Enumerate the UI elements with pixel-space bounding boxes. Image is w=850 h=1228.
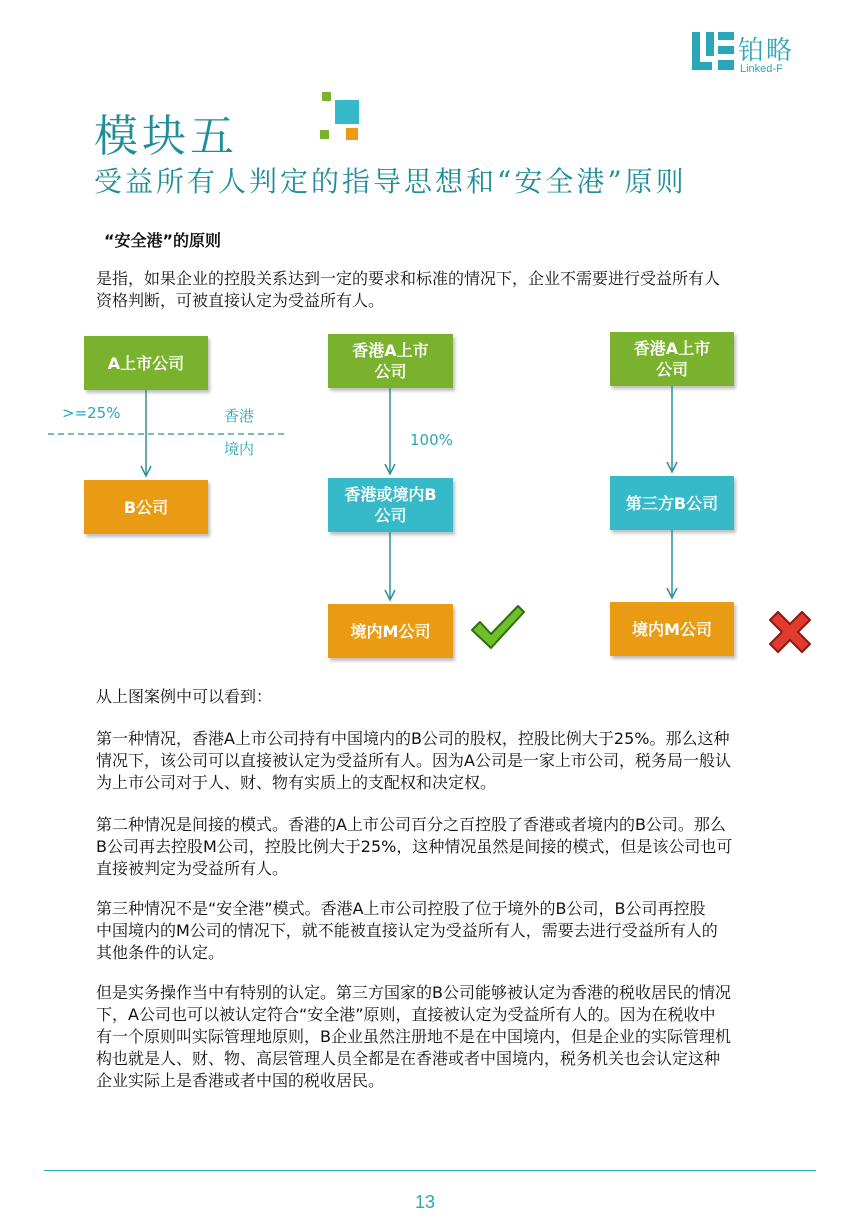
- p1-line: 情况下，该公司可以直接被认定为受益所有人。因为A公司是一家上市公司，税务局一般认: [96, 751, 731, 770]
- p4-line: 构也就是人、财、物、高层管理人员全都是在香港或者中国境内，税务机关也会认定这种: [96, 1049, 721, 1068]
- paragraph-special-case: [96, 982, 796, 1092]
- decor-square-green: [320, 130, 329, 139]
- logo-english: Linked-F: [740, 63, 783, 75]
- case2-mid-label: 香港或境内B 公司: [344, 485, 437, 525]
- intro-line-1: 是指，如果企业的控股关系达到一定的要求和标准的情况下，企业不需要进行受益所有人: [96, 269, 721, 288]
- section-title: “安全港”的原则: [104, 231, 222, 250]
- p1-line: 为上市公司对于人、财、物有实质上的支配权和决定权。: [96, 773, 497, 792]
- p2-line: 直接被判定为受益所有人。: [96, 859, 289, 878]
- brand-logo: [690, 30, 820, 74]
- decor-square-green-small: [322, 92, 331, 101]
- decor-square-teal: [335, 100, 359, 124]
- p2-line: 第二种情况是间接的模式。香港的A上市公司百分之百控股了香港或者境内的B公司。那么: [96, 815, 726, 834]
- case1-b-company: [84, 480, 208, 534]
- page-number: 13: [414, 1192, 436, 1212]
- case1-ratio: >=25%: [62, 404, 121, 422]
- case2-top-label: 香港A上市 公司: [352, 341, 429, 381]
- case2-ratio: 100%: [410, 431, 453, 449]
- p3-line: 第三种情况不是“安全港”模式。香港A上市公司控股了位于境外的B公司，B公司再控股: [96, 899, 706, 918]
- case3-hk-a-listed-company: [610, 332, 734, 386]
- case3-third-party-b-company: [610, 476, 734, 530]
- logo-chinese: 铂略: [738, 36, 795, 66]
- p4-line: 但是实务操作当中有特别的认定。第三方国家的B公司能够被认定为香港的税收居民的情况: [96, 983, 731, 1002]
- paragraph-case-3: [96, 898, 796, 964]
- cross-mark-icon: [764, 608, 816, 658]
- module-title: 模块五: [94, 111, 238, 162]
- case2-arrow-1: [382, 388, 398, 478]
- p4-line: 有一个原则叫实际管理地原则，B企业虽然注册地不是在中国境内，但是企业的实际管理机: [96, 1027, 731, 1046]
- p3-line: 其他条件的认定。: [96, 943, 225, 962]
- body-lead: 从上图案例中可以看到：: [96, 687, 273, 706]
- p4-line: 企业实际上是香港或者中国的税收居民。: [96, 1071, 385, 1090]
- case1-a-listed-company: [84, 336, 208, 390]
- border-dashed-line: [48, 432, 288, 436]
- paragraph-case-2: [96, 814, 796, 880]
- paragraph-case-1: [96, 728, 796, 794]
- case2-b-company: [328, 478, 453, 532]
- case1-bottom-label: B公司: [123, 497, 169, 517]
- p3-line: 中国境内的M公司的情况下，就不能被直接认定为受益所有人，需要去进行受益所有人的: [96, 921, 718, 940]
- case2-bottom-label: 境内M公司: [350, 621, 431, 641]
- decor-square-orange: [346, 128, 358, 140]
- case3-bottom-label: 境内M公司: [632, 619, 712, 639]
- p1-line: 第一种情况，香港A上市公司持有中国境内的B公司的股权，控股比例大于25%。那么这种: [96, 729, 730, 748]
- case3-arrow-2: [664, 530, 680, 602]
- p4-line: 下，A公司也可以被认定符合“安全港”原则，直接被认定为受益所有人的。因为在税收中: [96, 1005, 716, 1024]
- p2-line: B公司再去控股M公司，控股比例大于25%，这种情况虽然是间接的模式，但是该公司也可: [96, 837, 733, 856]
- case3-mid-label: 第三方B公司: [625, 493, 719, 513]
- intro-paragraph: [96, 268, 796, 312]
- module-subtitle: 受益所有人判定的指导思想和“安全港”原则: [94, 165, 687, 198]
- case3-m-company: [610, 602, 734, 656]
- footer-divider: [44, 1170, 816, 1171]
- case2-arrow-2: [382, 532, 398, 604]
- check-mark-icon: [470, 602, 526, 652]
- case2-m-company: [328, 604, 453, 658]
- logo-mark-icon: [690, 30, 736, 72]
- case3-arrow-1: [664, 386, 680, 476]
- case2-hk-a-listed-company: [328, 334, 453, 388]
- intro-line-2: 资格判断，可被直接认定为受益所有人。: [96, 291, 385, 310]
- case3-top-label: 香港A上市 公司: [633, 339, 711, 379]
- case1-hk-label: 香港: [224, 407, 255, 425]
- case1-top-label: A上市公司: [107, 353, 185, 373]
- case1-domestic-label: 境内: [224, 440, 255, 458]
